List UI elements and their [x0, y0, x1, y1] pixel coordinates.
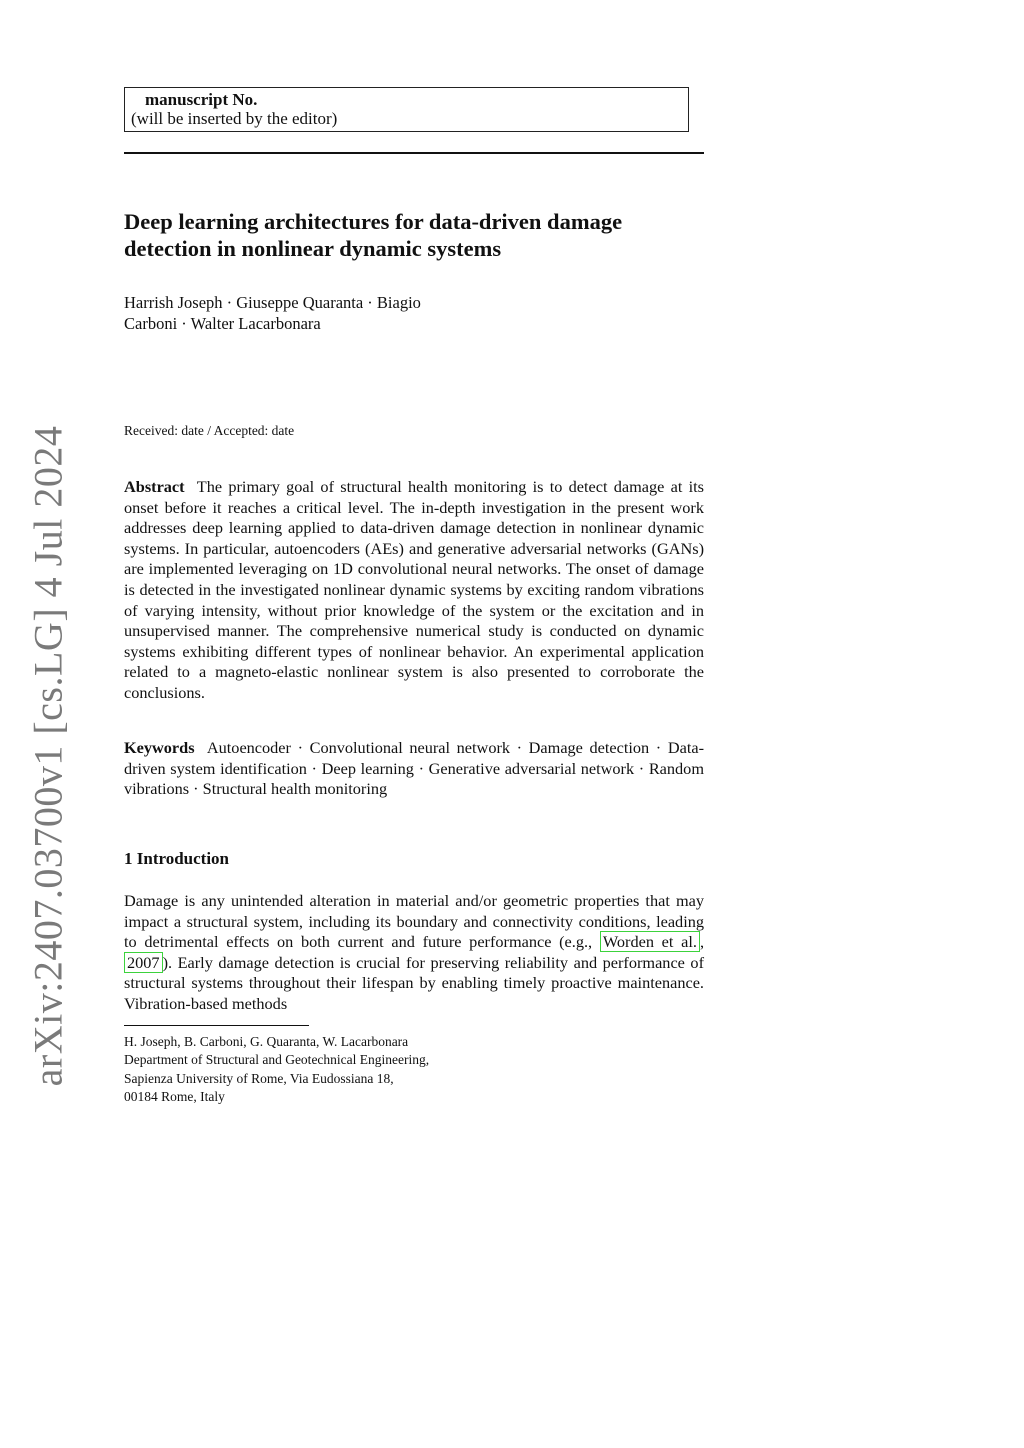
affiliation-department: Department of Structural and Geotechnical Engineering, — [124, 1052, 430, 1068]
author-line-1: Harrish Joseph · Giuseppe Quaranta · Biagio — [124, 293, 421, 312]
affiliation-university: Sapienza University of Rome, Via Eudossiana 18, — [124, 1070, 394, 1086]
abstract — [124, 477, 704, 704]
keywords — [124, 738, 704, 800]
author-list — [124, 292, 524, 334]
paper-title: Deep learning architectures for data-driven damage detection in nonlinear dynamic systems — [124, 209, 623, 261]
manuscript-editor-note: (will be inserted by the editor) — [131, 109, 338, 128]
abstract-text: The primary goal of structural health monitoring is to detect damage at its onset before it reaches a critical level. The in-depth investigation in the present work addresses deep learning applied to data-driven damage detection in nonlinear dynamic systems. In particular, autoencoders (AEs) and generative adversarial networks (GANs) are implemented leveraging on 1D convolutional neural networks. The onset of damage is detected in the investigated nonlinear dynamic systems by exciting random vibrations of varying intensity, without prior knowledge of the system or the excitation and in unsupervised manner. The comprehensive numerical study is conducted on dynamic systems exhibiting different types of nonlinear behavior. An experimental application related to a magneto-elastic nonlinear system is also presented to corroborate the conclusions. — [124, 477, 704, 702]
introduction-paragraph — [124, 891, 704, 1015]
header-rule — [124, 152, 704, 154]
manuscript-number-box — [124, 87, 689, 132]
intro-text-after-citation: ). Early damage detection is crucial for preserving reliability and performance of structural systems throughout their lifespan by enabling timely proactive maintenance. Vibration-based methods — [124, 952, 704, 1013]
arxiv-identifier-stamp: arXiv:2407.03700v1 [cs.LG] 4 Jul 2024 — [25, 425, 71, 1087]
author-affiliation — [124, 1033, 429, 1107]
author-line-2: Carboni · Walter Lacarbonara — [124, 314, 321, 333]
intro-text-before-citation: Damage is any unintended alteration in material and/or geometric properties that may impact a structural system, including its boundary and connectivity conditions, leading to detrimental effects on both current and future performance (e.g., — [124, 891, 704, 952]
abstract-label: Abstract — [124, 477, 185, 496]
footnote-rule — [124, 1025, 309, 1026]
affiliation-names: H. Joseph, B. Carboni, G. Quaranta, W. Lacarbonara — [124, 1034, 409, 1049]
citation-separator: , — [699, 932, 705, 952]
manuscript-number-label: manuscript No. — [145, 90, 258, 109]
citation-link-authors[interactable]: Worden et al. — [600, 931, 700, 952]
citation-link-year[interactable]: 2007 — [124, 952, 163, 973]
received-accepted-dates: Received: date / Accepted: date — [124, 423, 295, 438]
keywords-label: Keywords — [124, 738, 195, 757]
affiliation-city: 00184 Rome, Italy — [124, 1089, 225, 1105]
section-heading-introduction: 1 Introduction — [124, 849, 230, 868]
keywords-text: Autoencoder · Convolutional neural network · Damage detection · Data-driven system identification · Deep learning · Generative adversarial network · Random vibrations · Structural health monitoring — [124, 738, 704, 799]
